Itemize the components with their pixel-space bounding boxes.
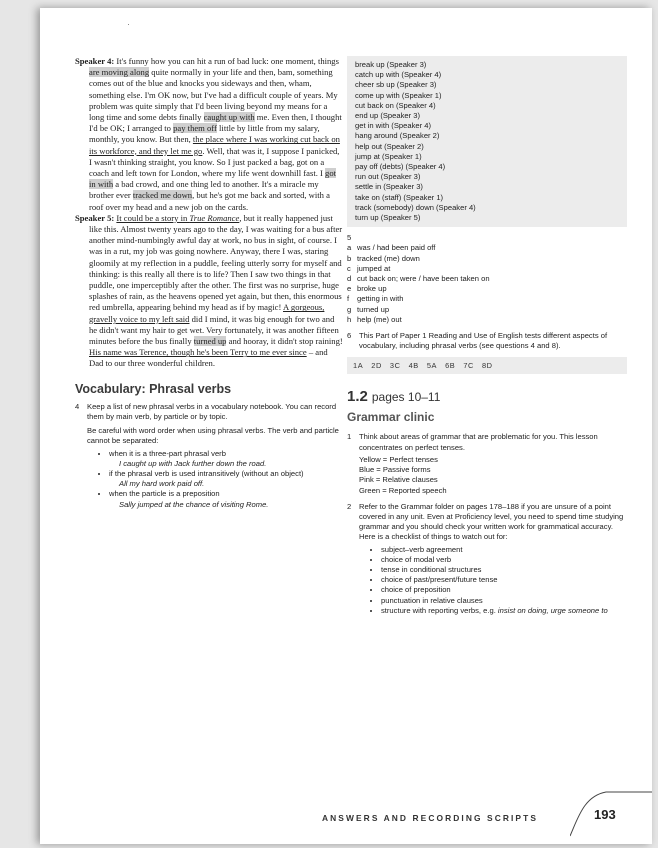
list-item: • subject–verb agreement bbox=[381, 545, 627, 555]
highlight-moving-along: are moving along bbox=[89, 67, 150, 78]
bullet-text: when the particle is a preposition bbox=[109, 489, 220, 499]
answer-letter: a bbox=[347, 243, 352, 253]
list-item: help out (Speaker 2) bbox=[355, 141, 424, 151]
list-item bbox=[347, 294, 627, 304]
highlight-pay-them-off: pay them off bbox=[173, 123, 217, 134]
question-5-answers bbox=[347, 243, 627, 325]
s4-text-1: It's funny how you can hit a run of bad luck: one moment, things bbox=[116, 56, 339, 66]
vocab-item-number: 4 bbox=[75, 401, 80, 411]
list-item: turn up (Speaker 5) bbox=[355, 213, 421, 223]
list-item: come up with (Speaker 1) bbox=[355, 90, 442, 100]
list-item: settle in (Speaker 3) bbox=[355, 182, 423, 192]
section-number: 1.2 bbox=[347, 388, 368, 406]
s5-text-1: , but it really happened just like this. Almost twenty years ago to the day, I was waiting for a bus after another mind-numbingly awful day at work, no bus in sight, of course. I was in a rut, my job was going nowhere. Anyway, there I was, staring gloomily at my reflection in a puddle, feeling utterly sorry for myself and thinking: is this really all there is to life? Then I saw two things in that puddle, one imperceptibly after the other. The first was no surprise, huge splashes of rain, as the heavens opened yet again, but then, this enormous red umbrella, appearing behind my head as if by magic! bbox=[89, 212, 343, 313]
footer-label: ANSWERS AND RECORDING SCRIPTS bbox=[322, 813, 539, 823]
answer-letter: g bbox=[347, 304, 352, 314]
vocab-bullet-list bbox=[87, 449, 343, 510]
answer-text: getting in with bbox=[357, 294, 404, 304]
answer-text: was / had been paid off bbox=[357, 243, 436, 253]
list-item bbox=[109, 489, 343, 509]
example-text: All my hard work paid off. bbox=[119, 479, 205, 489]
page-speck bbox=[128, 24, 129, 25]
vocabulary-heading: Vocabulary: Phrasal verbs bbox=[75, 381, 232, 396]
list-item bbox=[347, 305, 627, 315]
list-item: catch up with (Speaker 4) bbox=[355, 70, 442, 80]
checklist-text: structure with reporting verbs, e.g. bbox=[381, 605, 498, 615]
answer-key-item: 6B bbox=[445, 361, 456, 371]
s4-text-5: . Well, that was it, I suppose I panicked, I wasn't thinking straight, you know. So I just packed a bag, got on a coach and left town for London, where my life went downhill fast. I bbox=[89, 145, 340, 179]
grammar-item-2 bbox=[347, 502, 627, 616]
answer-letter: e bbox=[347, 284, 352, 294]
list-item: pay off (debts) (Speaker 4) bbox=[355, 162, 446, 172]
section-pages: pages 10–11 bbox=[371, 390, 441, 405]
list-item bbox=[347, 264, 627, 274]
example-text: I caught up with Jack further down the road. bbox=[119, 458, 267, 468]
answer-key-item: 5A bbox=[426, 361, 438, 371]
underline-cut-back: the place where I was working cut back on its workforce, and they let me go bbox=[89, 134, 340, 156]
highlight-caught-up-with: caught up with bbox=[203, 112, 255, 123]
list-item bbox=[347, 284, 627, 294]
list-item: Pink = Relative clauses bbox=[359, 475, 438, 485]
grammar-item-1-number: 1 bbox=[347, 432, 352, 442]
s5-true-romance: True Romance bbox=[189, 212, 240, 223]
answer-text: tracked (me) down bbox=[357, 253, 420, 263]
list-item: Yellow = Perfect tenses bbox=[359, 454, 438, 464]
list-item bbox=[347, 254, 627, 264]
s5-text-2: did I mind, it was big enough for two and he didn't want my hair to get wet. Very fortunately, it was another fifteen minutes before the bus finally bbox=[89, 313, 339, 347]
underline-gorgeous-voice: A gorgeous, gravelly voice to my left said bbox=[89, 302, 325, 324]
list-item: • tense in conditional structures bbox=[381, 565, 627, 575]
answer-letter: b bbox=[347, 253, 352, 263]
list-item: jump at (Speaker 1) bbox=[355, 151, 422, 161]
example-text: Sally jumped at the chance of visiting Rome. bbox=[119, 499, 269, 509]
grammar-clinic-heading: Grammar clinic bbox=[347, 410, 435, 425]
answer-text: help (me) out bbox=[357, 314, 402, 324]
s4-text-6: a bad crowd, and one thing led to another. It's a miracle my brother ever bbox=[89, 179, 319, 201]
highlight-got-in-with: got in with bbox=[89, 168, 337, 190]
list-item bbox=[109, 469, 343, 489]
answer-text: jumped at bbox=[357, 263, 391, 273]
list-item bbox=[347, 243, 627, 253]
answer-key-item: 2D bbox=[371, 361, 382, 371]
underline-terence: His name was Terence, though he's been Terry to me ever since bbox=[89, 347, 307, 358]
list-item: break up (Speaker 3) bbox=[355, 60, 427, 69]
list-item: take on (staff) (Speaker 1) bbox=[355, 192, 444, 202]
list-item: • choice of past/present/future tense bbox=[381, 575, 627, 585]
list-item: track (somebody) down (Speaker 4) bbox=[355, 202, 476, 212]
s4-text-4: little by little from my salary, monthly, you know. But then, bbox=[89, 123, 320, 145]
speaker-4-paragraph bbox=[75, 56, 343, 213]
speaker-5-label: Speaker 5: bbox=[75, 212, 115, 223]
section-heading bbox=[347, 388, 627, 406]
answer-key-item: 1A bbox=[353, 361, 364, 371]
answer-text: cut back on; were / have been taken on bbox=[357, 274, 490, 284]
list-item: end up (Speaker 3) bbox=[355, 111, 421, 121]
s4-text-3: me. Even then, I thought I'd be OK; I arranged to bbox=[89, 112, 342, 134]
highlight-turned-up: turned up bbox=[193, 336, 227, 347]
answer-text: broke up bbox=[357, 284, 387, 294]
answer-key-item: 4B bbox=[408, 361, 419, 371]
right-column bbox=[347, 56, 627, 620]
list-item: hang around (Speaker 2) bbox=[355, 131, 440, 141]
left-column bbox=[75, 56, 343, 514]
page-number: 193 bbox=[594, 807, 616, 822]
vocab-item-4 bbox=[75, 402, 343, 510]
bullet-text: if the phrasal verb is used intransitively (without an object) bbox=[109, 468, 304, 478]
grammar-item-2-number: 2 bbox=[347, 501, 352, 511]
answer-letter: d bbox=[347, 274, 352, 284]
answer-key-item: 3C bbox=[389, 361, 401, 371]
grammar-checklist bbox=[359, 545, 627, 616]
list-item: get in with (Speaker 4) bbox=[355, 121, 431, 131]
list-item: • punctuation in relative clauses bbox=[381, 596, 627, 606]
list-item bbox=[381, 606, 627, 616]
highlight-tracked-me-down: tracked me down bbox=[132, 190, 193, 201]
phrasal-verb-list-box bbox=[347, 56, 627, 227]
answer-text: turned up bbox=[357, 304, 390, 314]
question-6 bbox=[347, 331, 627, 351]
answer-key-item: 7C bbox=[463, 361, 474, 371]
list-item bbox=[347, 315, 627, 325]
question-6-text: This Part of Paper 1 Reading and Use of English tests different aspects of vocabulary, including phrasal verbs (see questions 4 and 8). bbox=[359, 331, 608, 351]
list-item: cheer sb up (Speaker 3) bbox=[355, 80, 437, 90]
answer-key-bar bbox=[347, 357, 627, 374]
list-item: • choice of modal verb bbox=[381, 555, 627, 565]
grammar-item-1 bbox=[347, 432, 627, 495]
speaker-4-label: Speaker 4: bbox=[75, 56, 115, 66]
grammar-item-2-text: Refer to the Grammar folder on pages 178–188 if you are unsure of a point covered in any unit. Even at Proficiency level, you need to spend time studying grammar and you should check your written work for grammatical accuracy. Here is a checklist of things to watch out for: bbox=[359, 501, 624, 542]
speaker-5-paragraph bbox=[75, 213, 343, 370]
question-5-number: 5 bbox=[347, 233, 352, 243]
document-page bbox=[40, 8, 652, 844]
s5-underline-text: It could be a story in bbox=[116, 212, 190, 223]
list-item bbox=[109, 449, 343, 469]
answer-letter: h bbox=[347, 314, 352, 324]
s5-text-4: – and Dad to our three wonderful children. bbox=[89, 347, 328, 369]
s4-text-2: quite normally in your life and then, bam, something comes out of the blue and knocks you sideways and then, wham, something else. I'm OK now, but I've had a difficult couple of years. My problem was quite simply that I'd been living beyond my means for a long time and some debts finally bbox=[89, 67, 338, 123]
vocab-p2: Be careful with word order when using phrasal verbs. The verb and particle cannot be separated: bbox=[87, 426, 339, 446]
list-item bbox=[347, 274, 627, 284]
color-key bbox=[359, 455, 627, 496]
grammar-item-1-text: Think about areas of grammar that are problematic for you. This lesson concentrates on perfect tenses. bbox=[359, 432, 598, 452]
vocab-p1: Keep a list of new phrasal verbs in a vocabulary notebook. You can record them by main verb, by particle or by topic. bbox=[87, 401, 337, 421]
answer-key-item: 8D bbox=[481, 361, 493, 371]
answer-letter: f bbox=[347, 294, 350, 304]
list-item: run out (Speaker 3) bbox=[355, 172, 421, 182]
list-item: cut back on (Speaker 4) bbox=[355, 100, 436, 110]
list-item: • choice of preposition bbox=[381, 585, 627, 595]
s4-text-7: , but he's got me back and sorted, with a roof over my head and a new job on the cards. bbox=[89, 190, 330, 212]
answer-letter: c bbox=[347, 263, 351, 273]
list-item: Green = Reported speech bbox=[359, 485, 447, 495]
underline-story bbox=[116, 213, 239, 223]
checklist-example: insist on doing, urge someone to bbox=[497, 605, 608, 615]
bullet-text: when it is a three-part phrasal verb bbox=[109, 448, 226, 458]
question-6-number: 6 bbox=[347, 331, 352, 341]
s5-text-3: and hooray, it didn't stop raining! bbox=[226, 336, 343, 347]
list-item: Blue = Passive forms bbox=[359, 465, 431, 475]
